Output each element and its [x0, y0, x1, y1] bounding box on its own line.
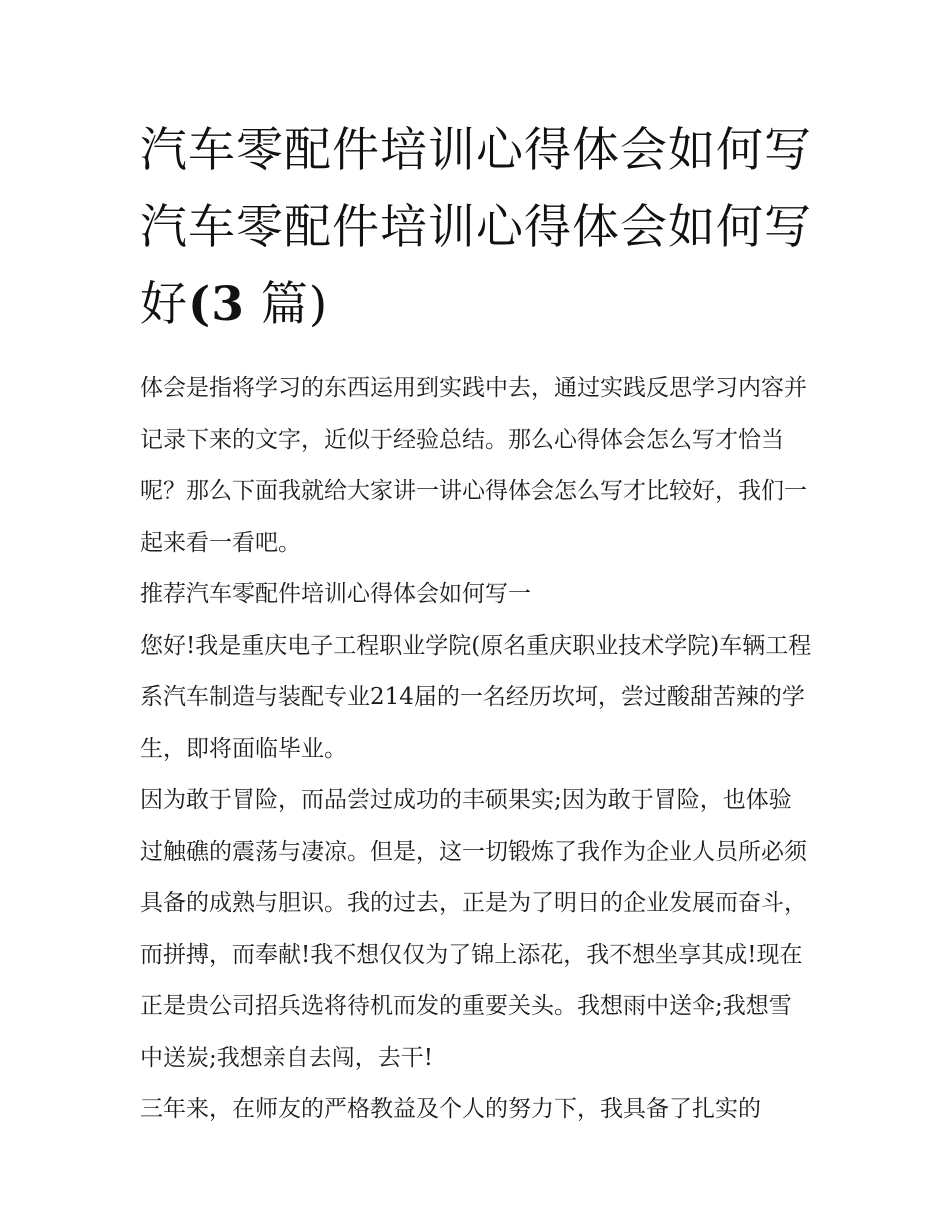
body-paragraph-1: 您好!我是重庆电子工程职业学院(原名重庆职业技术学院)车辆工程系汽车制造与装配专业214届的一名经历坎坷，尝过酸甜苦辣的学生，即将面临毕业。 — [140, 632, 812, 762]
section-heading: 推荐汽车零配件培训心得体会如何写一 — [140, 581, 531, 607]
body-paragraph-3: 三年来，在师友的严格教益及个人的努力下，我具备了扎实的 — [140, 1096, 761, 1122]
intro-paragraph: 体会是指将学习的东西运用到实践中去，通过实践反思学习内容并记录下来的文字，近似于经验总结。那么心得体会怎么写才恰当呢？那么下面我就给大家讲一讲心得体会怎么写才比较好，我们一起来看一看吧。 — [140, 375, 807, 556]
title-suffix: 篇) — [260, 277, 329, 332]
title-count: (3 — [188, 277, 245, 332]
title-text: 汽车零配件培训心得体会如何写 汽车零配件培训心得体会如何写好 — [140, 123, 812, 332]
document-title — [140, 112, 812, 343]
title-spacer — [140, 343, 812, 363]
body-paragraph-2: 因为敢于冒险，而品尝过成功的丰硕果实;因为敢于冒险，也体验过触礁的震荡与凄凉。但是，这一切锻炼了我作为企业人员所必须具备的成熟与胆识。我的过去，正是为了明日的企业发展而奋斗，而拼搏，而奉献!我不想仅仅为了锦上添花，我不想坐享其成!现在正是贵公司招兵选将待机而发的重要关头。我想雨中送伞;我想雪中送炭;我想亲自去闯，去干! — [140, 787, 807, 1071]
document-page — [140, 112, 812, 1136]
